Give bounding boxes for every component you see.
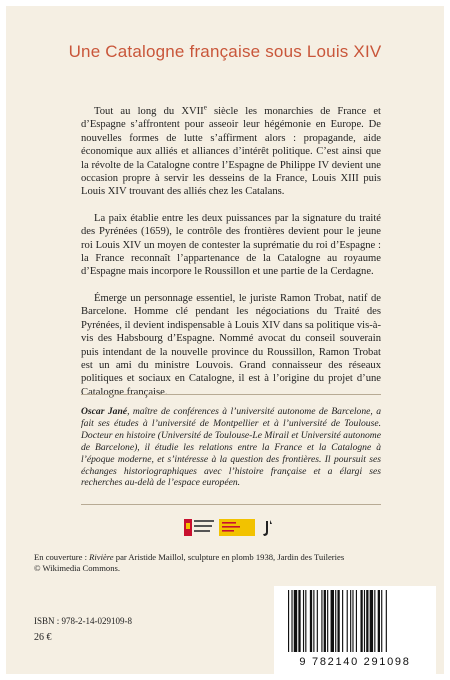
summary-paragraph-1-start: Tout au long du XVII — [94, 106, 204, 117]
price: 26 € — [34, 632, 52, 643]
cover-credit-prefix: En couverture : — [34, 552, 90, 562]
summary-paragraph-1 — [81, 105, 381, 199]
isbn: ISBN : 978-2-14-029109-8 — [34, 616, 132, 626]
cover-credit — [34, 552, 424, 574]
summary-paragraph-2: La paix établie entre les deux puissances par la signature du traité des Pyrénées (1659), le contrôle des frontières devient pour le jeune roi Louis XIV un moyen de contester la suprématie du roi d’Espagne : la France reconnaît l’appartenance de la Catalogne au royaume d’Espagne mais incorpore le Roussillon et une partie de la Cerdagne. — [81, 212, 381, 278]
author-name: Oscar Jané — [81, 406, 128, 417]
divider-top — [81, 394, 381, 395]
summary-paragraph-3: Émerge un personnage essentiel, le juriste Ramon Trobat, natif de Barcelone. Homme clé pendant les négociations du Traité des Pyrénées, il devient indispensable à Louis XIV dans sa politique vis-à-vis des Habsbourg d’Espagne. Nommé avocat du conseil souverain puis intendant de la nouvelle province du Roussillon, Ramon Trobat est un ami du ministre Louvois. Grand connaisseur des réseaux politiques et sociaux en Catalogne, il est à l’origine du projet d’une Catalogne française. — [81, 292, 381, 398]
barcode-number: 9 782140 291098 — [299, 656, 411, 668]
barcode-icon — [274, 586, 436, 654]
cover-artwork-title: Rivière — [89, 552, 114, 562]
back-cover — [6, 6, 444, 674]
summary-paragraph-1-rest: siècle les monarchies de France et d’Espagne s’affrontent pour asseoir leur hégémonie en Europe. De nouvelles formes de lutte s’affirment alors : propagande, aide économique aux alliés et alliances d’intérêt politique. C’est ainsi que la révolte de la Catalogne contre l’Espagne de Philippe IV devient une occasion propre à servir les desseins de la France, Louis XIII puis Louis XIV trouvant des alliés chez les Catalans. — [81, 106, 381, 198]
barcode — [274, 586, 436, 674]
book-title: Une Catalogne française sous Louis XIV — [68, 42, 382, 61]
cover-credit-details: par Aristide Maillol, sculpture en plomb 1938, Jardin des Tuileries — [113, 552, 345, 562]
author-bio — [81, 406, 381, 489]
spanish-ministry-logo-icon — [184, 518, 304, 538]
divider-bottom — [81, 504, 381, 505]
cover-credit-line-1 — [34, 552, 424, 563]
summary-text — [81, 105, 381, 412]
century-superscript: e — [203, 103, 207, 112]
author-bio-text: , maître de conférences à l’université autonome de Barcelone, a fait ses études à l’université de Montpellier et à l’université de Toulouse. Docteur en histoire (Université de Toulouse-Le Mirail et Université autonome de Barcelone), il étudie les relations entre la France et la Catalogne à l’époque moderne, et s’intéresse à la question des frontières. Il poursuit ses échanges historiographiques avec l’histoire française et a élargi ses recherches au-delà de l’espace européen. — [81, 406, 381, 489]
cover-credit-line-2: © Wikimedia Commons. — [34, 563, 120, 573]
